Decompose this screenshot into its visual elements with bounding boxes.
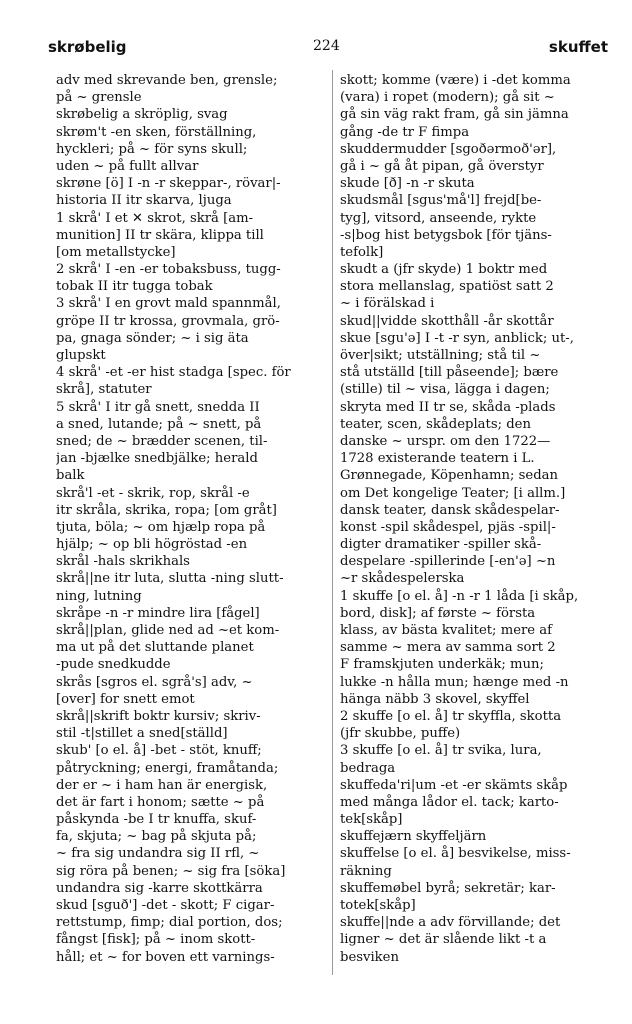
- dictionary-line: itr skråla, skrika, ropa; [om gråt]: [56, 502, 277, 518]
- dictionary-line: glupskt: [56, 348, 106, 363]
- dictionary-line: 4 skrå' -et -er hist stadga [spec. för: [56, 365, 291, 381]
- dictionary-line: skuffemøbel byrå; sekretär; kar-: [340, 880, 556, 896]
- dictionary-line: skud||vidde skotthåll -år skottår: [340, 313, 554, 329]
- dictionary-line: skrå'l -et - skrik, rop, skrål -e: [56, 485, 250, 501]
- dictionary-line: tjuta, böla; ~ om hjælp ropa på: [56, 519, 266, 535]
- dictionary-line: på ~ grensle: [56, 90, 142, 106]
- dictionary-line: undandra sig -karre skottkärra: [56, 880, 263, 896]
- dictionary-line: samme ~ mera av samma sort 2: [340, 640, 556, 656]
- dictionary-line: ~ i förälskad i: [340, 296, 435, 312]
- dictionary-line: 1 skuffe [o el. å] -n -r 1 låda [i skåp,: [340, 588, 579, 604]
- dictionary-line: munition] II tr skära, klippa till: [56, 227, 264, 243]
- dictionary-line: pa, gnaga sönder; ~ i sig äta: [56, 330, 249, 346]
- dictionary-line: skudsmål [sgus'må'l] frejd[be-: [340, 193, 542, 209]
- dictionary-line: danske ~ urspr. om den 1722—: [340, 433, 551, 449]
- dictionary-line: skrøm't -en sken, förställning,: [56, 124, 257, 140]
- dictionary-line: gå i ~ gå åt pipan, gå överstyr: [340, 158, 544, 174]
- dictionary-line: skude [ð] -n -r skuta: [340, 176, 475, 192]
- dictionary-line: [om metallstycke]: [56, 244, 176, 260]
- dictionary-line: balk: [56, 468, 85, 484]
- dictionary-line: hyckleri; på ~ för syns skull;: [56, 141, 248, 157]
- dictionary-line: besviken: [340, 949, 399, 965]
- dictionary-line: klass, av bästa kvalitet; mere af: [340, 623, 553, 638]
- dictionary-line: skråpe -n -r mindre lira [fågel]: [56, 605, 260, 621]
- dictionary-line: adv med skrevande ben, grensle;: [56, 73, 278, 88]
- dictionary-line: (stille) til ~ visa, lägga i dagen;: [340, 382, 550, 398]
- dictionary-line: över|sikt; utställning; stå til ~: [340, 348, 541, 363]
- page-number: 224: [313, 38, 340, 54]
- dictionary-line: tyg], vitsord, anseende, rykte: [340, 210, 537, 226]
- dictionary-line: a sned, lutande; på ~ snett, på: [56, 416, 262, 432]
- dictionary-line: stora mellanslag, spatiöst satt 2: [340, 279, 554, 295]
- dictionary-line: gröpe II tr krossa, grovmala, grö-: [56, 313, 280, 329]
- dictionary-line: ligner ~ det är slående likt -t a: [340, 932, 547, 948]
- dictionary-line: skudt a (jfr skyde) 1 boktr med: [340, 262, 548, 278]
- dictionary-line: sned; de ~ brædder scenen, til-: [56, 433, 268, 449]
- dictionary-line: 3 skrå' I en grovt mald spannmål,: [56, 296, 281, 312]
- dictionary-line: uden ~ på fullt allvar: [56, 158, 199, 174]
- right-column: [340, 72, 612, 966]
- dictionary-line: skrøbelig a skröplig, svag: [56, 107, 228, 123]
- dictionary-line: om Det kongelige Teater; [i allm.]: [340, 485, 566, 501]
- dictionary-line: skuffelse [o el. å] besvikelse, miss-: [340, 846, 571, 862]
- dictionary-line: bord, disk]; af første ~ första: [340, 605, 536, 621]
- dictionary-line: skrå||plan, glide ned ad ~et kom-: [56, 623, 280, 638]
- dictionary-line: stå utställd [till påseende]; bære: [340, 365, 559, 381]
- dictionary-line: dansk teater, dansk skådespelar-: [340, 502, 560, 518]
- dictionary-line: gå sin väg rakt fram, gå sin jämna: [340, 107, 569, 123]
- dictionary-line: (vara) i ropet (modern); gå sit ~: [340, 90, 555, 106]
- dictionary-line: tobak II itr tugga tobak: [56, 279, 213, 295]
- header-first-entry: skrøbelig: [48, 38, 127, 56]
- dictionary-line: skryta med II tr se, skåda -plads: [340, 399, 556, 415]
- dictionary-line: stil -t|stillet a sned[ställd]: [56, 726, 228, 742]
- dictionary-line: räkning: [340, 863, 392, 879]
- dictionary-line: skuffejærn skyffeljärn: [340, 829, 487, 845]
- dictionary-line: det är fart i honom; sætte ~ på: [56, 794, 265, 810]
- dictionary-line: skrås [sgros el. sgrå's] adv, ~: [56, 674, 253, 690]
- dictionary-line: påskynda -be I tr knuffa, skuf-: [56, 812, 257, 828]
- dictionary-line: skub' [o el. å] -bet - stöt, knuff;: [56, 743, 262, 759]
- dictionary-line: håll; et ~ for boven ett varnings-: [56, 949, 275, 965]
- column-divider: [332, 70, 333, 975]
- dictionary-line: skud [sguð'] -det - skott; F cigar-: [56, 898, 275, 913]
- dictionary-line: Grønnegade, Köpenhamn; sedan: [340, 468, 559, 484]
- dictionary-line: historia II itr skarva, ljuga: [56, 193, 232, 209]
- dictionary-line: skrå||skrift boktr kursiv; skriv-: [56, 708, 261, 724]
- dictionary-line: gång -de tr F fimpa: [340, 124, 470, 140]
- dictionary-line: skue [sgu'ə] I -t -r syn, anblick; ut-,: [340, 330, 574, 346]
- dictionary-line: skrål -hals skrikhals: [56, 554, 190, 570]
- dictionary-line: 1 skrå' I et ✕ skrot, skrå [am-: [56, 210, 254, 226]
- dictionary-line: ma ut på det sluttande planet: [56, 640, 254, 656]
- left-column: [56, 72, 324, 966]
- page-header: [48, 38, 608, 62]
- dictionary-line: fångst [fisk]; på ~ inom skott-: [56, 932, 256, 948]
- dictionary-line: (jfr skubbe, puffe): [340, 726, 461, 742]
- dictionary-line: skrå], statuter: [56, 382, 152, 398]
- dictionary-line: [over] for snett emot: [56, 691, 195, 707]
- dictionary-line: rettstump, fimp; dial portion, dos;: [56, 915, 283, 931]
- dictionary-line: 2 skuffe [o el. å] tr skyffla, skotta: [340, 708, 562, 724]
- dictionary-line: skrå||ne itr luta, slutta -ning slutt-: [56, 571, 284, 587]
- dictionary-line: 3 skuffe [o el. å] tr svika, lura,: [340, 743, 542, 759]
- dictionary-line: med många lådor el. tack; karto-: [340, 794, 559, 810]
- dictionary-line: skrøne [ö] I -n -r skeppar-, rövar|-: [56, 176, 281, 192]
- dictionary-line: totek[skåp]: [340, 898, 416, 913]
- dictionary-line: tek[skåp]: [340, 812, 403, 828]
- dictionary-line: digter dramatiker -spiller skå-: [340, 537, 542, 553]
- dictionary-line: hjälp; ~ op bli högröstad -en: [56, 537, 248, 553]
- dictionary-line: sig röra på benen; ~ sig fra [söka]: [56, 863, 286, 879]
- dictionary-line: påtryckning; energi, framåtanda;: [56, 760, 279, 776]
- dictionary-line: ~r skådespelerska: [340, 571, 465, 587]
- dictionary-line: teater, scen, skådeplats; den: [340, 416, 531, 432]
- dictionary-line: 1728 existerande teatern i L.: [340, 451, 535, 467]
- dictionary-line: ~ fra sig undandra sig II rfl, ~: [56, 846, 260, 862]
- dictionary-line: 5 skrå' I itr gå snett, snedda II: [56, 399, 260, 415]
- dictionary-line: F framskjuten underkäk; mun;: [340, 657, 544, 673]
- dictionary-line: tefolk]: [340, 244, 384, 260]
- header-last-entry: skuffet: [548, 38, 608, 56]
- dictionary-line: -s|bog hist betygsbok [för tjäns-: [340, 227, 552, 243]
- dictionary-line: ning, lutning: [56, 588, 142, 604]
- dictionary-line: jan -bjælke snedbjälke; herald: [56, 451, 258, 467]
- dictionary-line: der er ~ i ham han är energisk,: [56, 777, 268, 793]
- dictionary-line: skuffe||nde a adv förvillande; det: [340, 915, 561, 931]
- dictionary-line: lukke -n hålla mun; hænge med -n: [340, 674, 569, 690]
- dictionary-line: hänga näbb 3 skovel, skyffel: [340, 691, 530, 707]
- dictionary-line: fa, skjuta; ~ bag på skjuta på;: [56, 829, 257, 845]
- dictionary-line: konst -spil skådespel, pjäs -spil|-: [340, 519, 556, 535]
- dictionary-line: skuffeda'ri|um -et -er skämts skåp: [340, 777, 568, 793]
- dictionary-line: skott; komme (være) i -det komma: [340, 73, 571, 88]
- dictionary-line: bedraga: [340, 760, 396, 776]
- dictionary-line: -pude snedkudde: [56, 657, 171, 673]
- dictionary-line: 2 skrå' I -en -er tobaksbuss, tugg-: [56, 262, 281, 278]
- dictionary-line: despelare -spillerinde [-en'ə] ~n: [340, 554, 556, 570]
- dictionary-line: skuddermudder [sgoðərmoð'ər],: [340, 141, 557, 157]
